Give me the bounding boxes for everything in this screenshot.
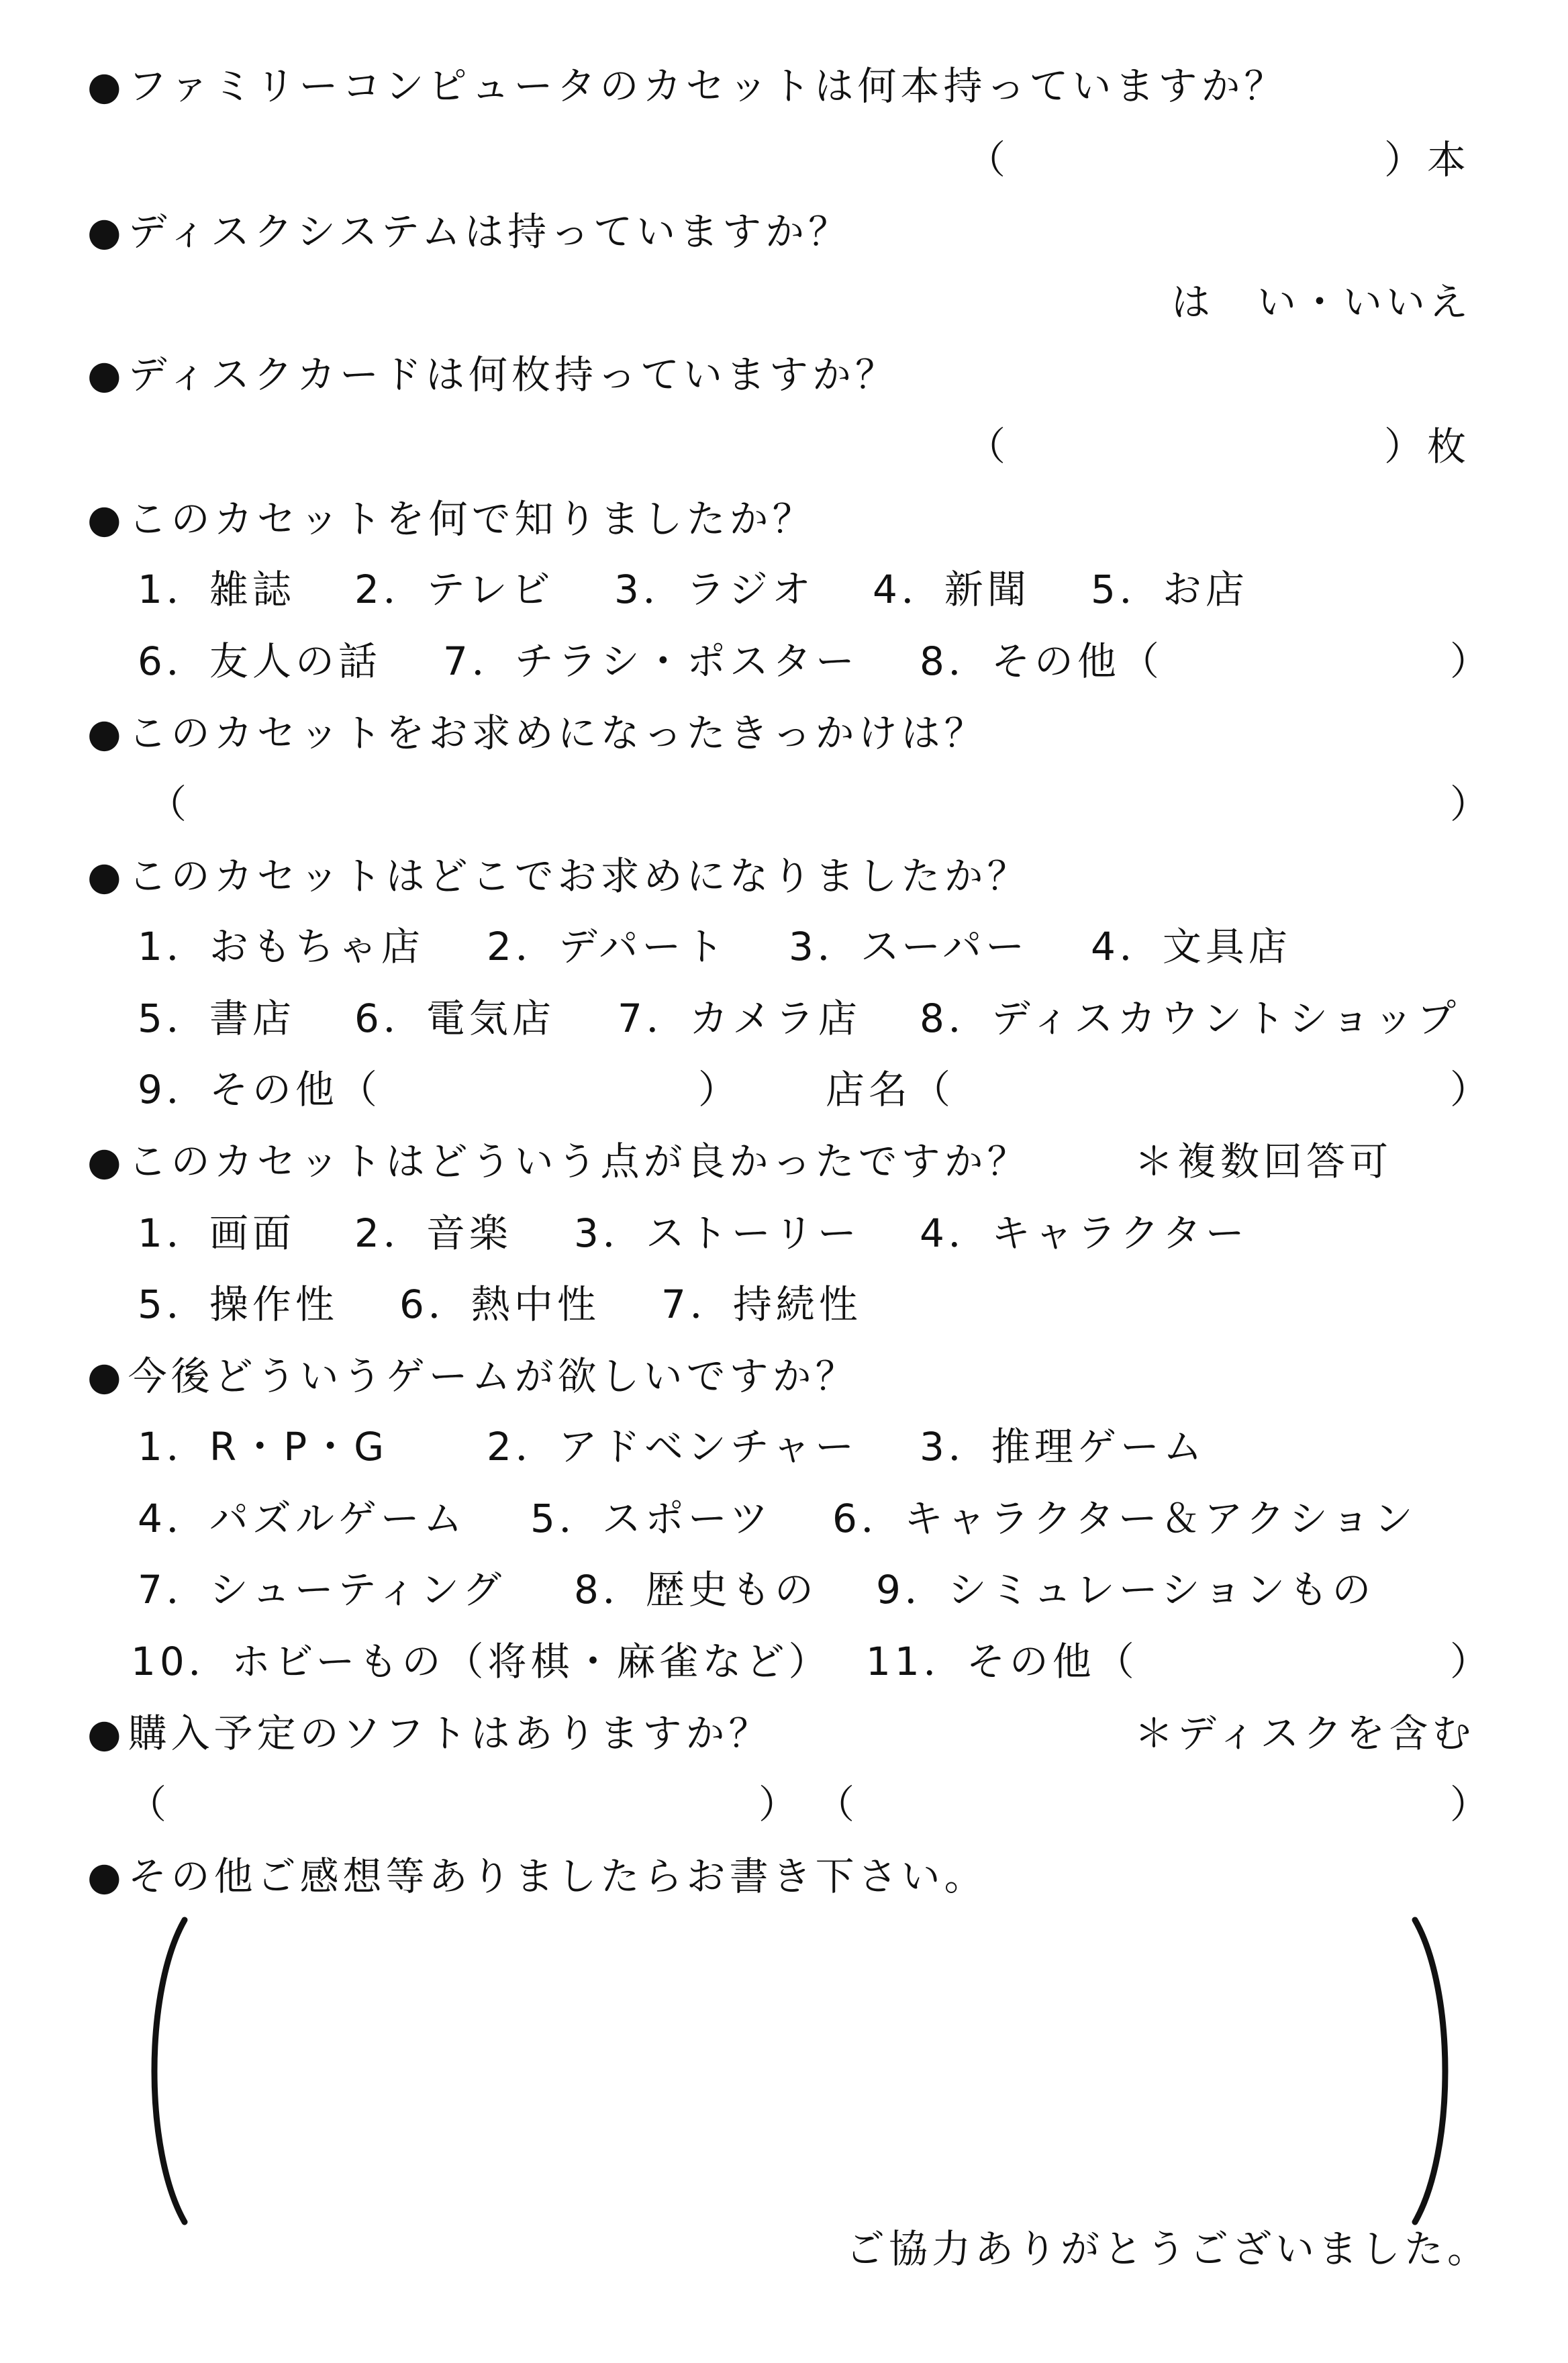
bullet-icon: ● [87, 1353, 126, 1399]
option-item: 1．R・P・G [138, 1424, 389, 1469]
close-paren: ） [1450, 1639, 1493, 1684]
question-where-bought [87, 849, 1030, 903]
question-text: ディスクシステムは持っていますか？ [128, 209, 852, 254]
option-item: 6．熱中性 [399, 1282, 600, 1327]
options-row [0, 1063, 1568, 1116]
close-paren: ） [1384, 424, 1428, 469]
options-row [0, 1277, 1568, 1331]
bullet-icon: ● [87, 710, 126, 756]
answer-purchase-reason [0, 777, 1568, 831]
question-text: 購入予定のソフトはありますか？ [128, 1710, 772, 1756]
open-paren: （ [967, 137, 1010, 183]
option-item: 9．その他（ [138, 1067, 381, 1112]
question-desired-games [87, 1349, 859, 1403]
bullet-icon: ● [87, 63, 126, 109]
option-item: 7．カメラ店 [618, 996, 861, 1041]
multiple-answer-note: ＊複数回答可 [1134, 1139, 1393, 1184]
close-paren: ） [1450, 1782, 1493, 1827]
question-text: ファミリーコンピュータのカセットは何本持っていますか？ [128, 63, 1287, 109]
options-row [0, 1206, 1568, 1260]
option-item: 3．ストーリー [574, 1210, 861, 1256]
option-item: 6．友人の話 [138, 638, 381, 684]
option-item: 5．スポーツ [530, 1496, 773, 1541]
thank-you-message: ご協力ありがとうございました。 [846, 2226, 1491, 2272]
question-cassette-count [87, 59, 1287, 113]
question-text: このカセットをお求めになったきっかけは？ [128, 710, 987, 756]
bullet-icon: ● [87, 1139, 126, 1184]
bullet-icon: ● [87, 352, 126, 397]
bullet-icon: ● [87, 853, 126, 899]
store-name-label: 店名（ [826, 1067, 955, 1112]
question-disk-card-count [87, 348, 898, 401]
close-paren: ） [1384, 137, 1428, 183]
option-item: 1．画面 [138, 1210, 295, 1256]
option-item: 8．歴史もの [574, 1567, 818, 1612]
unit-label: 本 [1427, 137, 1471, 183]
question-text: このカセットはどこでお求めになりましたか？ [128, 853, 1030, 899]
option-item: 2．テレビ [354, 567, 554, 612]
option-item: 8．ディスカウントショップ [920, 996, 1461, 1041]
question-comments [87, 1849, 987, 1903]
close-paren: ） [1450, 781, 1493, 827]
option-item: 1．おもちゃ店 [138, 924, 424, 969]
answer-disk-card-count [0, 420, 1568, 473]
option-item: 5．お店 [1091, 567, 1248, 612]
close-paren: ） [698, 1067, 742, 1112]
open-paren: （ [148, 781, 191, 827]
option-item: 6．電気店 [354, 996, 555, 1041]
question-disk-system [87, 205, 851, 258]
question-purchase-reason [87, 706, 987, 760]
question-planned-purchase [87, 1706, 771, 1760]
bullet-icon: ● [87, 496, 126, 542]
options-row [0, 563, 1568, 616]
comment-close-bracket [1408, 1917, 1462, 2225]
bullet-icon: ● [87, 1853, 126, 1899]
option-item: 2．デパート [487, 924, 728, 969]
option-item: 5．書店 [138, 996, 295, 1041]
question-text: このカセットはどういう点が良かったですか？ [128, 1139, 1030, 1184]
close-paren: ） [1450, 1067, 1493, 1112]
option-item: 5．操作性 [138, 1282, 338, 1327]
bullet-icon: ● [87, 1710, 126, 1756]
option-item: 8．その他（ [920, 638, 1163, 684]
question-text: このカセットを何で知りましたか？ [128, 496, 816, 542]
options-row [0, 1420, 1568, 1474]
close-paren: ） [1450, 638, 1493, 684]
option-item: 3．ラジオ [614, 567, 815, 612]
option-item: 1．雑誌 [138, 567, 295, 612]
question-good-points [87, 1135, 1030, 1188]
option-item: 4．パズルゲーム [138, 1496, 467, 1541]
option-item: 7．チラシ・ポスター [443, 638, 859, 684]
answer-planned-purchase [0, 1778, 1568, 1831]
option-item: 4．キャラクター [920, 1210, 1248, 1256]
options-row [0, 1492, 1568, 1545]
question-text: その他ご感想等ありましたらお書き下さい。 [128, 1853, 987, 1899]
option-item: 2．アドベンチャー [487, 1424, 859, 1469]
option-item: 4．文具店 [1091, 924, 1291, 969]
bullet-icon: ● [87, 209, 126, 254]
answer-cassette-count [0, 133, 1568, 187]
answer-yes-no: は い・いいえ [1171, 279, 1473, 325]
option-item: 10．ホビーもの（将棋・麻雀など） [131, 1639, 832, 1684]
options-row [0, 992, 1568, 1045]
option-item: 7．持続性 [661, 1282, 862, 1327]
unit-label: 枚 [1427, 424, 1471, 469]
option-item: 7．シューティング [138, 1567, 505, 1612]
options-row [0, 1635, 1568, 1688]
open-paren: （ [128, 1782, 171, 1827]
option-item: 2．音楽 [354, 1210, 512, 1256]
open-paren: （ [816, 1782, 859, 1827]
options-row [0, 1563, 1568, 1617]
question-text: ディスクカードは何枚持っていますか？ [128, 352, 898, 397]
option-item: 9．シミュレーションもの [876, 1567, 1375, 1612]
option-item: 3．スーパー [789, 924, 1029, 969]
question-text: 今後どういうゲームが欲しいですか？ [128, 1353, 859, 1399]
close-paren: ） [758, 1782, 802, 1827]
open-paren: （ [967, 424, 1010, 469]
option-item: 11．その他（ [866, 1639, 1138, 1684]
option-item: 4．新聞 [873, 567, 1030, 612]
options-row [0, 920, 1568, 973]
option-item: 3．推理ゲーム [920, 1424, 1206, 1469]
disk-included-note: ＊ディスクを含む [1134, 1710, 1475, 1756]
comment-open-bracket [138, 1917, 191, 2225]
option-item: 6．キャラクター＆アクション [832, 1496, 1417, 1541]
options-row [0, 634, 1568, 688]
question-how-learned [87, 492, 816, 546]
